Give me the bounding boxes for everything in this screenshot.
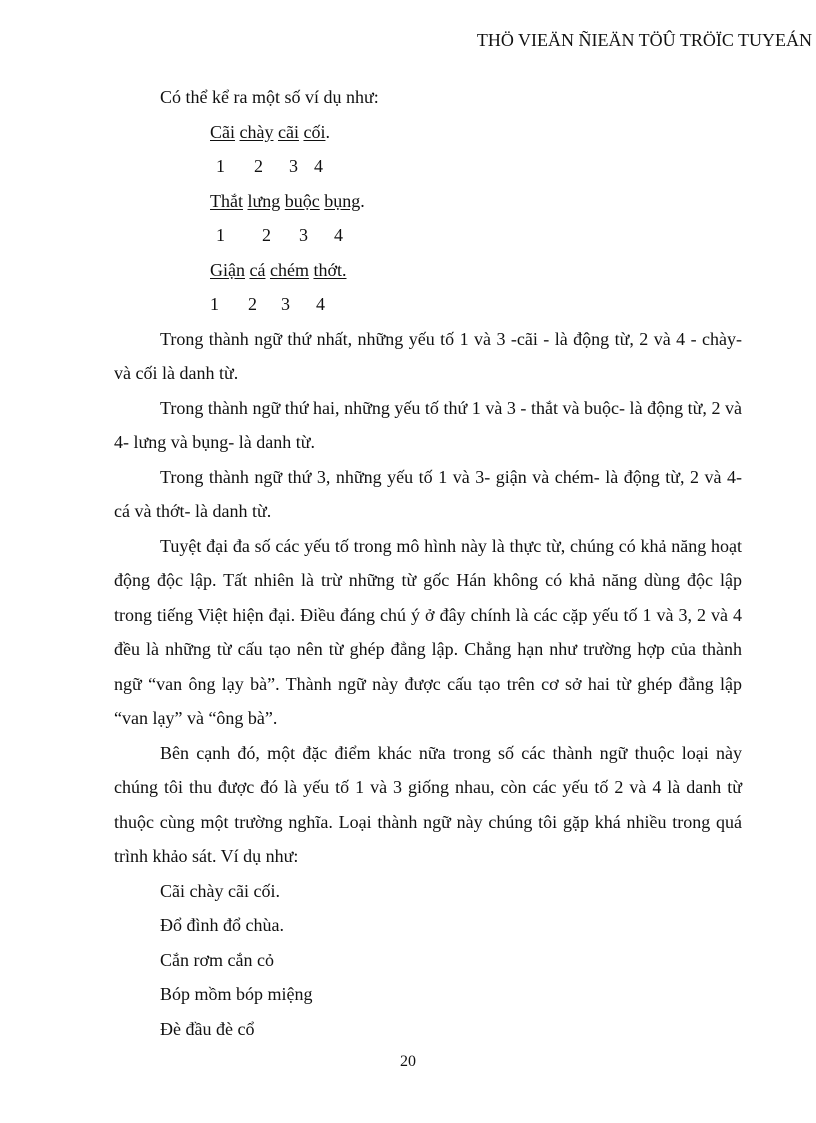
paragraph: Trong thành ngữ thứ 3, những yếu tố 1 và 3- giận và chém- là động từ, 2 và 4- cá và thớt- là danh từ. bbox=[114, 466, 742, 521]
number-label: 4 bbox=[334, 225, 343, 245]
paragraph: Trong thành ngữ thứ nhất, những yếu tố 1 và 3 -cãi - là động từ, 2 và 4 - chày- và cối là danh từ. bbox=[114, 328, 742, 383]
paragraph: Bên cạnh đó, một đặc điểm khác nữa trong số các thành ngữ thuộc loại này chúng tôi thu được đó là yếu tố 1 và 3 giống nhau, còn các yếu tố 2 và 4 là danh từ thuộc cùng một trường nghĩa. Loại thành ngữ này chúng tôi gặp khá nhiều trong quá trình khảo sát. Ví dụ như: bbox=[114, 742, 742, 866]
element-1: Giận bbox=[210, 259, 245, 280]
element-4: thớt. bbox=[313, 259, 347, 280]
example-numbers-1 bbox=[114, 149, 742, 184]
number-label: 3 bbox=[299, 225, 308, 245]
list-item: Đè đầu đè cổ bbox=[160, 1018, 255, 1039]
number-label: 3 bbox=[281, 294, 290, 314]
example-end: . bbox=[360, 190, 365, 211]
element-1: Cãi bbox=[210, 121, 235, 142]
paragraph: Trong thành ngữ thứ hai, những yếu tố thứ 1 và 3 - thắt và buộc- là động từ, 2 và 4- lưng và bụng- là danh từ. bbox=[114, 397, 742, 452]
number-label: 2 bbox=[248, 294, 257, 314]
example-numbers-2 bbox=[114, 218, 742, 253]
list-item: Cãi chày cãi cối. bbox=[160, 880, 280, 901]
example-end: . bbox=[325, 121, 330, 142]
intro-line: Có thể kể ra một số ví dụ như: bbox=[160, 87, 379, 107]
number-label: 4 bbox=[314, 156, 323, 176]
element-2: cá bbox=[249, 259, 266, 280]
number-label: 1 bbox=[210, 294, 219, 314]
example-idiom-1 bbox=[114, 115, 742, 150]
number-label: 4 bbox=[316, 294, 325, 314]
number-label: 2 bbox=[262, 225, 271, 245]
number-label: 3 bbox=[289, 156, 298, 176]
element-2: lưng bbox=[247, 190, 281, 211]
paragraph: Tuyệt đại đa số các yếu tố trong mô hình này là thực từ, chúng có khả năng hoạt động độc lập. Tất nhiên là trừ những từ gốc Hán không có khả năng dùng độc lập trong tiếng Việt hiện đại. Điều đáng chú ý ở đây chính là các cặp yếu tố 1 và 3, 2 và 4 đều là những từ cấu tạo nên từ ghép đẳng lập. Chẳng hạn như trường hợp của thành ngữ “van ông lạy bà”. Thành ngữ này được cấu tạo trên cơ sở hai từ ghép đẳng lập “van lạy” và “ông bà”. bbox=[114, 535, 742, 728]
list-item: Cắn rơm cắn cỏ bbox=[160, 949, 274, 970]
page-number: 20 bbox=[400, 1053, 416, 1070]
example-idiom-2 bbox=[114, 184, 742, 219]
list-item: Đổ đình đổ chùa. bbox=[160, 915, 284, 935]
page-header: THÖ VIEÄN ÑIEÄN TÖÛ TRÖÏC TUYEÁN bbox=[476, 30, 812, 50]
element-2: chày bbox=[239, 121, 274, 142]
element-4: cối bbox=[303, 121, 326, 142]
example-idiom-3 bbox=[114, 253, 742, 288]
number-label: 2 bbox=[254, 156, 263, 176]
number-label: 1 bbox=[216, 156, 225, 176]
element-1: Thắt bbox=[210, 190, 243, 211]
element-3: cãi bbox=[277, 121, 299, 142]
document-body bbox=[114, 80, 742, 1046]
list-item: Bóp mồm bóp miệng bbox=[160, 984, 313, 1004]
element-4: bụng bbox=[324, 190, 361, 211]
number-label: 1 bbox=[216, 225, 225, 245]
element-3: chém bbox=[269, 259, 309, 280]
example-numbers-3 bbox=[114, 287, 742, 322]
element-3: buộc bbox=[284, 190, 320, 211]
